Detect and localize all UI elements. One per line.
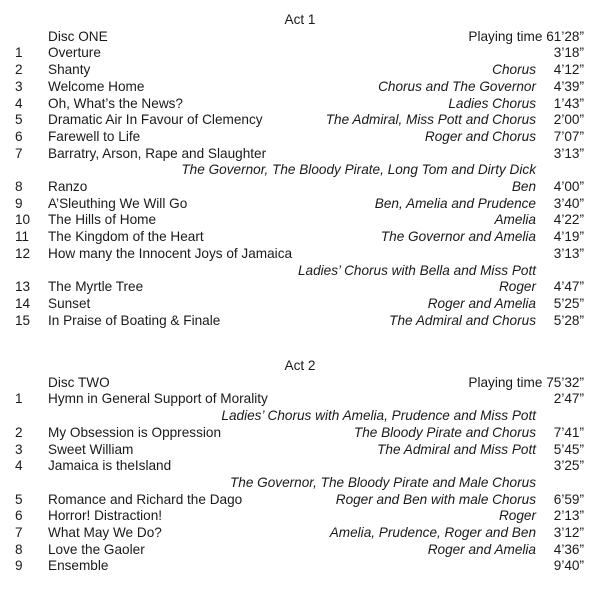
track-number: 8 (15, 179, 23, 194)
track-row (0, 390, 600, 407)
track-number: 11 (15, 229, 30, 245)
track-title: Sunset (48, 295, 91, 311)
track-duration: 5’28” (553, 312, 584, 328)
track-performers: Roger and Ben with male Chorus (335, 491, 536, 507)
track-title: Love the Gaoler (48, 541, 145, 557)
track-number: 3 (15, 78, 23, 94)
track-title: How many the Innocent Joys of Jamaica (48, 245, 293, 261)
track-duration: 4’36” (553, 541, 584, 557)
track-row (0, 211, 600, 228)
track-performers: Roger and Amelia (427, 295, 536, 311)
track-performers: Roger (498, 508, 536, 524)
track-row (0, 44, 600, 61)
track-duration: 5’25” (553, 295, 584, 311)
disc-label: Disc TWO (48, 374, 110, 390)
track-duration: 5’45” (553, 441, 584, 457)
track-duration: 4’12” (553, 62, 584, 78)
track-number: 2 (15, 62, 23, 78)
track-performers: Amelia (494, 212, 536, 228)
disc-label: Disc ONE (48, 28, 108, 44)
track-duration: 4’22” (553, 212, 584, 228)
track-duration: 2’00” (553, 112, 584, 128)
track-performers: The Governor, The Bloody Pirate and Male Chorus (229, 474, 536, 490)
track-number: 6 (15, 128, 23, 144)
track-title: Welcome Home (48, 78, 145, 94)
track-performers: The Bloody Pirate and Chorus (353, 424, 536, 440)
track-row (0, 145, 600, 162)
track-number: 4 (15, 95, 23, 111)
track-title: In Praise of Boating & Finale (48, 312, 221, 328)
track-title: Horror! Distraction! (48, 508, 163, 524)
track-title: Hymn in General Support of Morality (48, 391, 268, 407)
track-duration: 3’40” (553, 195, 584, 211)
track-number: 10 (15, 212, 31, 228)
track-number: 6 (15, 508, 23, 524)
track-row (0, 95, 600, 112)
playing-time: Playing time 61’28” (468, 28, 584, 44)
track-performers: Ben (511, 179, 536, 194)
track-performers: Roger and Amelia (427, 541, 536, 557)
track-number: 8 (15, 541, 23, 557)
track-row (0, 507, 600, 524)
track-duration: 4’39” (553, 78, 584, 94)
track-row (0, 524, 600, 541)
track-number: 5 (15, 491, 23, 507)
track-number: 13 (15, 279, 31, 295)
disc-header (0, 374, 600, 391)
track-performers: Ben, Amelia and Prudence (374, 195, 536, 211)
track-title: The Kingdom of the Heart (48, 229, 204, 245)
track-duration: 4’00” (553, 179, 584, 194)
track-performers: The Admiral and Miss Pott (377, 441, 536, 457)
track-number: 3 (15, 441, 23, 457)
track-row (0, 312, 600, 329)
track-performers: The Governor, The Bloody Pirate, Long Tom and Dirty Dick (181, 162, 536, 178)
track-number: 9 (15, 558, 23, 574)
track-title: What May We Do? (48, 525, 162, 540)
track-performers: Chorus (492, 62, 536, 78)
track-duration: 7’41” (553, 424, 584, 440)
track-title: The Myrtle Tree (48, 279, 144, 295)
track-duration: 7’07” (553, 128, 584, 144)
track-title: Sweet William (48, 441, 134, 457)
track-row (0, 278, 600, 295)
track-title: Barratry, Arson, Rape and Slaughter (48, 145, 267, 161)
track-duration: 2’47” (553, 391, 584, 407)
playing-time: Playing time 75’32” (468, 374, 584, 390)
track-duration: 9’40” (553, 558, 584, 574)
track-title: Ranzo (48, 179, 88, 194)
track-performers: Amelia, Prudence, Roger and Ben (329, 525, 536, 540)
track-number: 14 (15, 295, 31, 311)
track-duration: 3’13” (553, 245, 584, 261)
track-title: Oh, What’s the News? (48, 95, 183, 111)
track-duration: 3’12” (553, 525, 584, 540)
track-number: 1 (15, 391, 23, 407)
track-performers: The Admiral and Chorus (389, 312, 536, 328)
track-duration: 3’18” (553, 45, 584, 61)
track-duration: 3’25” (553, 458, 584, 474)
act-heading: Act 1 (284, 12, 316, 27)
track-row (0, 111, 600, 128)
track-performers: Ladies’ Chorus with Amelia, Prudence and Miss Pott (221, 408, 536, 424)
act-heading: Act 2 (284, 358, 316, 373)
track-row (0, 228, 600, 245)
track-title: A’Sleuthing We Will Go (48, 195, 188, 211)
track-duration: 4’47” (553, 279, 584, 295)
track-title: Farewell to Life (48, 128, 141, 144)
track-row (0, 245, 600, 262)
track-performers: The Governor and Amelia (380, 229, 536, 245)
track-performers: Roger (498, 279, 536, 295)
track-row (0, 78, 600, 95)
track-row (0, 441, 600, 458)
track-title: Ensemble (48, 558, 109, 574)
track-number: 7 (15, 525, 23, 540)
track-row (0, 557, 600, 574)
track-row (0, 457, 600, 474)
track-title: The Hills of Home (48, 212, 157, 228)
track-number: 7 (15, 145, 23, 161)
track-number: 15 (15, 312, 31, 328)
track-row (0, 178, 600, 195)
track-number: 5 (15, 112, 23, 128)
track-performers: Ladies’ Chorus with Bella and Miss Pott (297, 262, 536, 278)
track-number: 4 (15, 458, 23, 474)
track-number: 2 (15, 424, 23, 440)
track-number: 9 (15, 195, 23, 211)
track-title: Romance and Richard the Dago (48, 491, 243, 507)
track-row (0, 295, 600, 312)
track-title: Dramatic Air In Favour of Clemency (48, 112, 263, 128)
track-duration: 1’43” (553, 95, 584, 111)
track-title: Overture (48, 45, 101, 61)
track-title: Jamaica is theIsland (48, 458, 172, 474)
track-duration: 4’19” (553, 229, 584, 245)
track-row (0, 541, 600, 558)
track-row (0, 195, 600, 212)
track-performers: Roger and Chorus (424, 128, 536, 144)
disc-header (0, 28, 600, 45)
track-row (0, 61, 600, 78)
track-title: My Obsession is Oppression (48, 424, 222, 440)
track-number: 12 (15, 245, 31, 261)
track-performers: Ladies Chorus (448, 95, 536, 111)
track-performers: Chorus and The Governor (378, 78, 536, 94)
track-row (0, 128, 600, 145)
track-duration: 2’13” (553, 508, 584, 524)
track-duration: 6’59” (553, 491, 584, 507)
track-row (0, 491, 600, 508)
track-duration: 3’13” (553, 145, 584, 161)
track-title: Shanty (48, 62, 91, 78)
track-row (0, 424, 600, 441)
track-number: 1 (15, 45, 23, 61)
track-performers: The Admiral, Miss Pott and Chorus (325, 112, 536, 128)
